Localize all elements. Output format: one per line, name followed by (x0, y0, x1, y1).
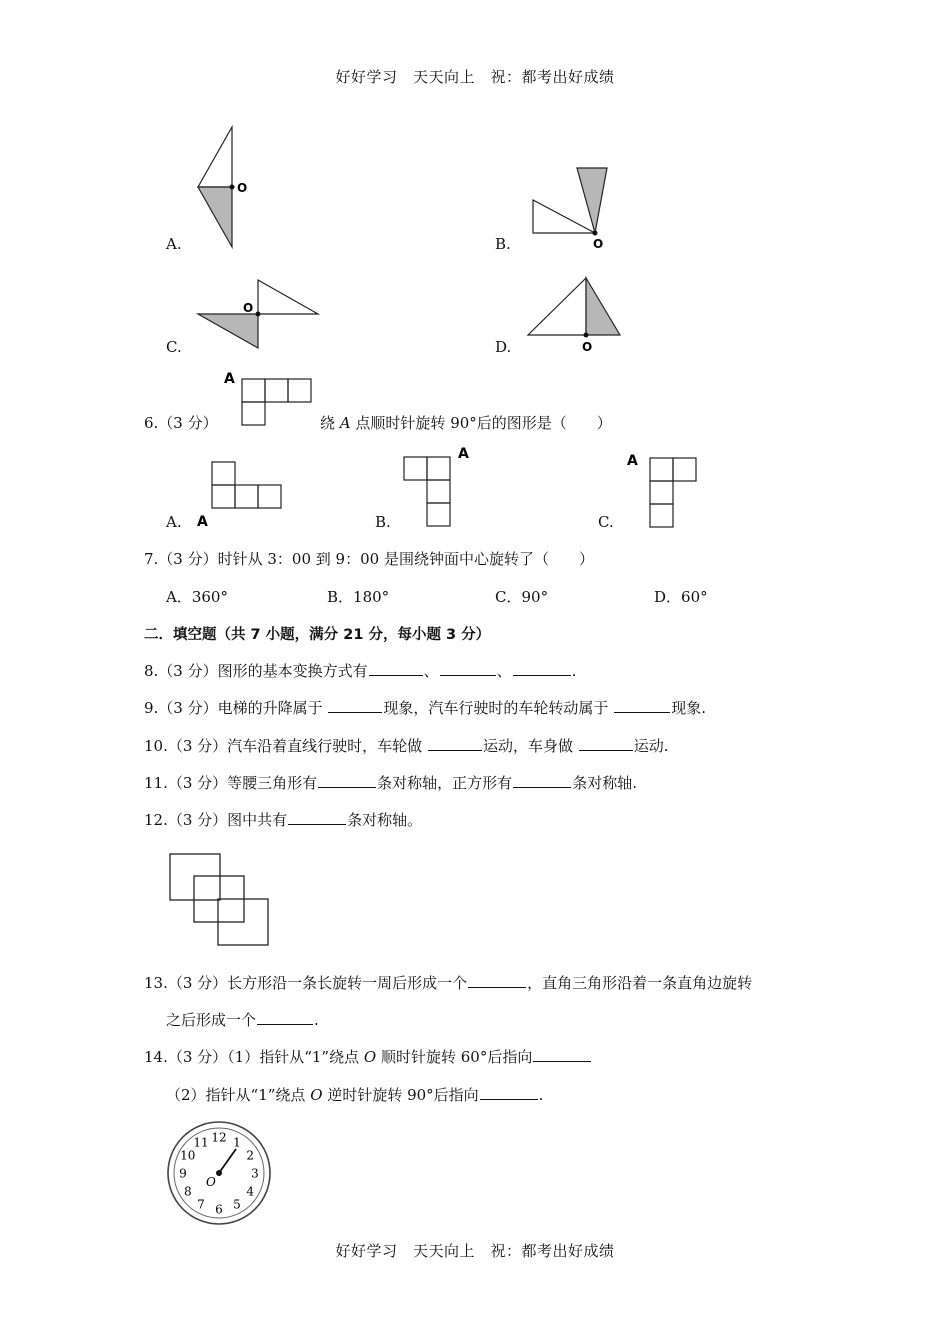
q11-question: 11.（3 分）等腰三角形有 条对称轴，正方形有 条对称轴. (144, 774, 637, 792)
section-heading: 二．填空题（共 7 小题，满分 21 分，每小题 3 分） (144, 627, 491, 643)
q6-question-text: 绕 A 点顺时针旋转 90°后的图形是（ ） (320, 414, 612, 432)
q6-figure-c (625, 450, 705, 530)
q5-figure-b (525, 160, 615, 255)
clock-number: 3 (251, 1166, 259, 1181)
clock-number: 11 (193, 1135, 209, 1150)
answer-blank[interactable] (579, 736, 633, 751)
answer-blank[interactable] (328, 698, 382, 713)
answer-blank[interactable] (533, 1047, 591, 1062)
q5-option-b[interactable]: B. (495, 235, 511, 253)
answer-blank[interactable] (513, 773, 571, 788)
q7-option-a[interactable]: A．360° (166, 588, 228, 606)
q7-option-c[interactable]: C．90° (495, 588, 549, 606)
q6-figure-a (195, 460, 290, 528)
clock-number: 5 (233, 1197, 241, 1212)
answer-blank[interactable] (318, 773, 376, 788)
q7-option-b[interactable]: B．180° (327, 588, 390, 606)
q10-question: 10.（3 分）汽车沿着直线行驶时，车轮做 运动，车身做 运动. (144, 737, 669, 755)
q7-option-d[interactable]: D．60° (654, 588, 708, 606)
answer-blank[interactable] (440, 661, 496, 676)
point-a-label: A (627, 453, 638, 469)
point-o-label: O (243, 301, 254, 315)
q5-figure-a (190, 125, 260, 255)
answer-blank[interactable] (513, 661, 571, 676)
point-o-label: O (582, 340, 593, 354)
clock-face-figure (166, 1120, 272, 1226)
q13-question-line1: 13.（3 分）长方形沿一条长旋转一周后形成一个 ，直角三角形沿着一条直角边旋转 (144, 974, 753, 992)
q5-option-a[interactable]: A. (166, 235, 182, 253)
clock-number: 2 (246, 1148, 255, 1163)
page-header: 好好学习 天天向上 祝：都考出好成绩 (335, 68, 615, 86)
q5-figure-c (190, 272, 330, 357)
clock-number: 12 (211, 1130, 227, 1145)
clock-number: 10 (180, 1148, 196, 1163)
q13-question-line2: 之后形成一个 . (166, 1011, 319, 1029)
q12-squares-figure (168, 852, 272, 948)
answer-blank[interactable] (468, 973, 526, 988)
q5-option-d[interactable]: D. (495, 338, 512, 356)
q14-question-line2: （2）指针从“1”绕点 O 逆时针旋转 90°后指向 . (166, 1086, 544, 1104)
clock-number: 4 (246, 1184, 255, 1199)
page-footer: 好好学习 天天向上 祝：都考出好成绩 (335, 1242, 615, 1260)
point-a-label: A (458, 446, 469, 462)
clock-number: 1 (233, 1135, 241, 1150)
answer-blank[interactable] (257, 1010, 313, 1025)
q12-question: 12.（3 分）图中共有 条对称轴。 (144, 811, 423, 829)
clock-number: 9 (179, 1166, 187, 1181)
q6-option-b[interactable]: B. (375, 513, 391, 531)
q6-figure-b (400, 442, 480, 530)
q14-question-line1: 14.（3 分）（1）指针从“1”绕点 O 顺时针旋转 60°后指向 (144, 1046, 592, 1067)
answer-blank[interactable] (614, 698, 670, 713)
clock-number: 8 (183, 1184, 192, 1199)
answer-blank[interactable] (369, 661, 423, 676)
point-a-label: A (224, 371, 235, 387)
point-a-label: A (197, 514, 208, 530)
q6-option-c[interactable]: C. (598, 513, 614, 531)
q9-question: 9.（3 分）电梯的升降属于 现象，汽车行驶时的车轮转动属于 现象. (144, 699, 706, 717)
q6-number: 6.（3 分） (144, 414, 218, 432)
clock-number: 7 (197, 1197, 205, 1212)
clock-center-label: O (206, 1175, 216, 1189)
clock-number: 6 (215, 1202, 223, 1217)
q6-original-figure (220, 367, 320, 429)
q5-figure-d (520, 270, 630, 355)
q5-option-c[interactable]: C. (166, 338, 182, 356)
point-o-label: O (237, 181, 248, 195)
answer-blank[interactable] (288, 810, 346, 825)
q8-question: 8.（3 分）图形的基本变换方式有 、 、 . (144, 662, 577, 680)
q6-option-a[interactable]: A. (166, 513, 182, 531)
point-o-label: O (593, 237, 604, 251)
answer-blank[interactable] (480, 1085, 538, 1100)
q7-question: 7.（3 分）时针从 3：00 到 9：00 是围绕钟面中心旋转了（ ） (144, 550, 594, 568)
answer-blank[interactable] (428, 736, 482, 751)
